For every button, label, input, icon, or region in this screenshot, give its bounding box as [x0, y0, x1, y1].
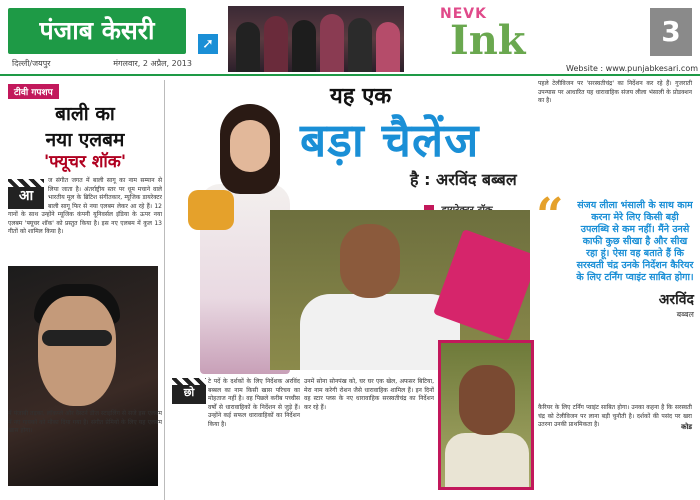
column-divider — [164, 80, 165, 500]
masthead — [0, 0, 700, 72]
left-intro-text: ज संगीत जगत में बाली सागू का नाम सम्मान से लिया जाता है। अंतर्राष्ट्रीय स्तर पर धूम मचाने वाले भारतीय मूल के ब्रिटिश संगीतकार, म्यूजिक डायरेक्टर बाली सागू फिर से नया एलबम लेकर आ रहे हैं। 12 गानों के साथ उन्होंने म्यूजिक कंपनी यूनिवर्सल इंडिया के ऊपर नया एलबम 'फ्यूचर शॉक' को प्रस्तुत किया है। इस नए एलबम में कुल 13 गीतों को शामिल किया है। — [8, 177, 162, 235]
quote-open-icon: “ — [536, 188, 564, 244]
pull-quote-surname: बब्बल — [676, 310, 694, 319]
director-portrait — [438, 340, 534, 490]
lower-mid-text: उनमें सोना सोनपंख को, घर घर एक खेल, अफसर बिटिया, मेरा नाम करेगी रोशन जैसे धारावाहिक शामिल हैं। इन दिनों वह स्टार प्लस के नए धारावाहिक सरस्वतीचंद्र का निर्देशन कर रहे हैं। — [304, 378, 434, 411]
page-number: 3 — [650, 8, 692, 56]
headline-byline: है : अरविंद बब्बल — [410, 170, 517, 189]
left-column — [8, 80, 162, 500]
right-bottom-text — [538, 404, 692, 432]
arrow-icon: ➚ — [198, 34, 218, 54]
pull-quote-text: संजय लीला भंसाली के साथ काम करना मेरे लिए किसी बड़ी उपलब्धि से कम नहीं। मैंने उनसे काफी कुछ सीखा है और सीख रहा हूं। ऐसा वह बताते हैं कि सरस्वती चंद्र उनके निर्देशन कैरियर के लिए टर्निंग प्वाइंट साबित होगा। — [576, 200, 694, 283]
left-bottom-text: में पंजाबी तड़का, लॉकप्ले और वैस्टर्न डीज स्टाइलिंग से सजे इस एलबम में नए गायकों को मौका दिया गया है। संगीत प्रेमियों के लिए यह एलबम खास होगा। — [8, 410, 162, 434]
headline-big: बड़ा चैलेंज — [300, 113, 480, 167]
section-brand-top: NEVK — [440, 6, 487, 22]
website-link[interactable]: Website : www.punjabkesari.com — [566, 64, 699, 73]
author-credit: कोड — [681, 423, 692, 431]
right-top-text: पहले टेलीविजन पर 'सरस्वतीचंद्र' का निर्देशन कर रहे हैं। गुजराती उपन्यास पर आधारित यह धारावाहिक संजय लीला भंसाली के प्रोडक्शन का है। — [538, 80, 692, 104]
pull-quote — [576, 200, 694, 400]
left-headline-title: 'फ्यूचर शॉक' — [43, 152, 127, 172]
right-bottom-body: कैरियर के लिए टर्निंग प्वाइंट साबित होगा। उनका कहना है कि सरस्वती चंद्र को टेलीविजन पर लाना बड़ी चुनौती है। दर्शकों की पसंद पर खरा उतरना उनकी प्राथमिकता है। — [538, 404, 692, 428]
newspaper-logo[interactable]: पंजाब केसरी — [8, 8, 186, 54]
header-photo — [228, 6, 404, 72]
left-headline-2: नया एलबम — [45, 129, 125, 151]
headline-small: यह एक — [330, 84, 392, 109]
dateline-city: दिल्ली/जयपुर — [12, 59, 51, 68]
singer-photo — [8, 266, 158, 486]
section-brand-big: Ink — [450, 17, 526, 64]
section-tag: टीवी गपशप — [8, 84, 59, 99]
left-intro — [8, 177, 162, 237]
dateline-date: मंगलवार, 2 अप्रैल, 2013 — [113, 59, 192, 68]
left-headline-1: बाली का — [55, 103, 115, 125]
dateline — [12, 58, 192, 69]
lower-left-text: टे पर्दे के दर्शकों के लिए निर्देशक अरविंद बब्बल का नाम किसी खास परिचय का मोहताज नहीं है। वह पिछले करीब पच्चीस वर्षों से धारावाहिकों के निर्देशन से जुड़े हैं। उन्होंने कई सफल धारावाहिकों का निर्देशन किया है। — [208, 378, 300, 428]
clapboard-icon-2: छो — [172, 378, 206, 404]
section-brand — [440, 6, 530, 66]
clapboard-icon: आ — [8, 179, 44, 209]
pull-quote-name: अरविंद — [658, 292, 694, 308]
masthead-rule — [0, 74, 700, 76]
